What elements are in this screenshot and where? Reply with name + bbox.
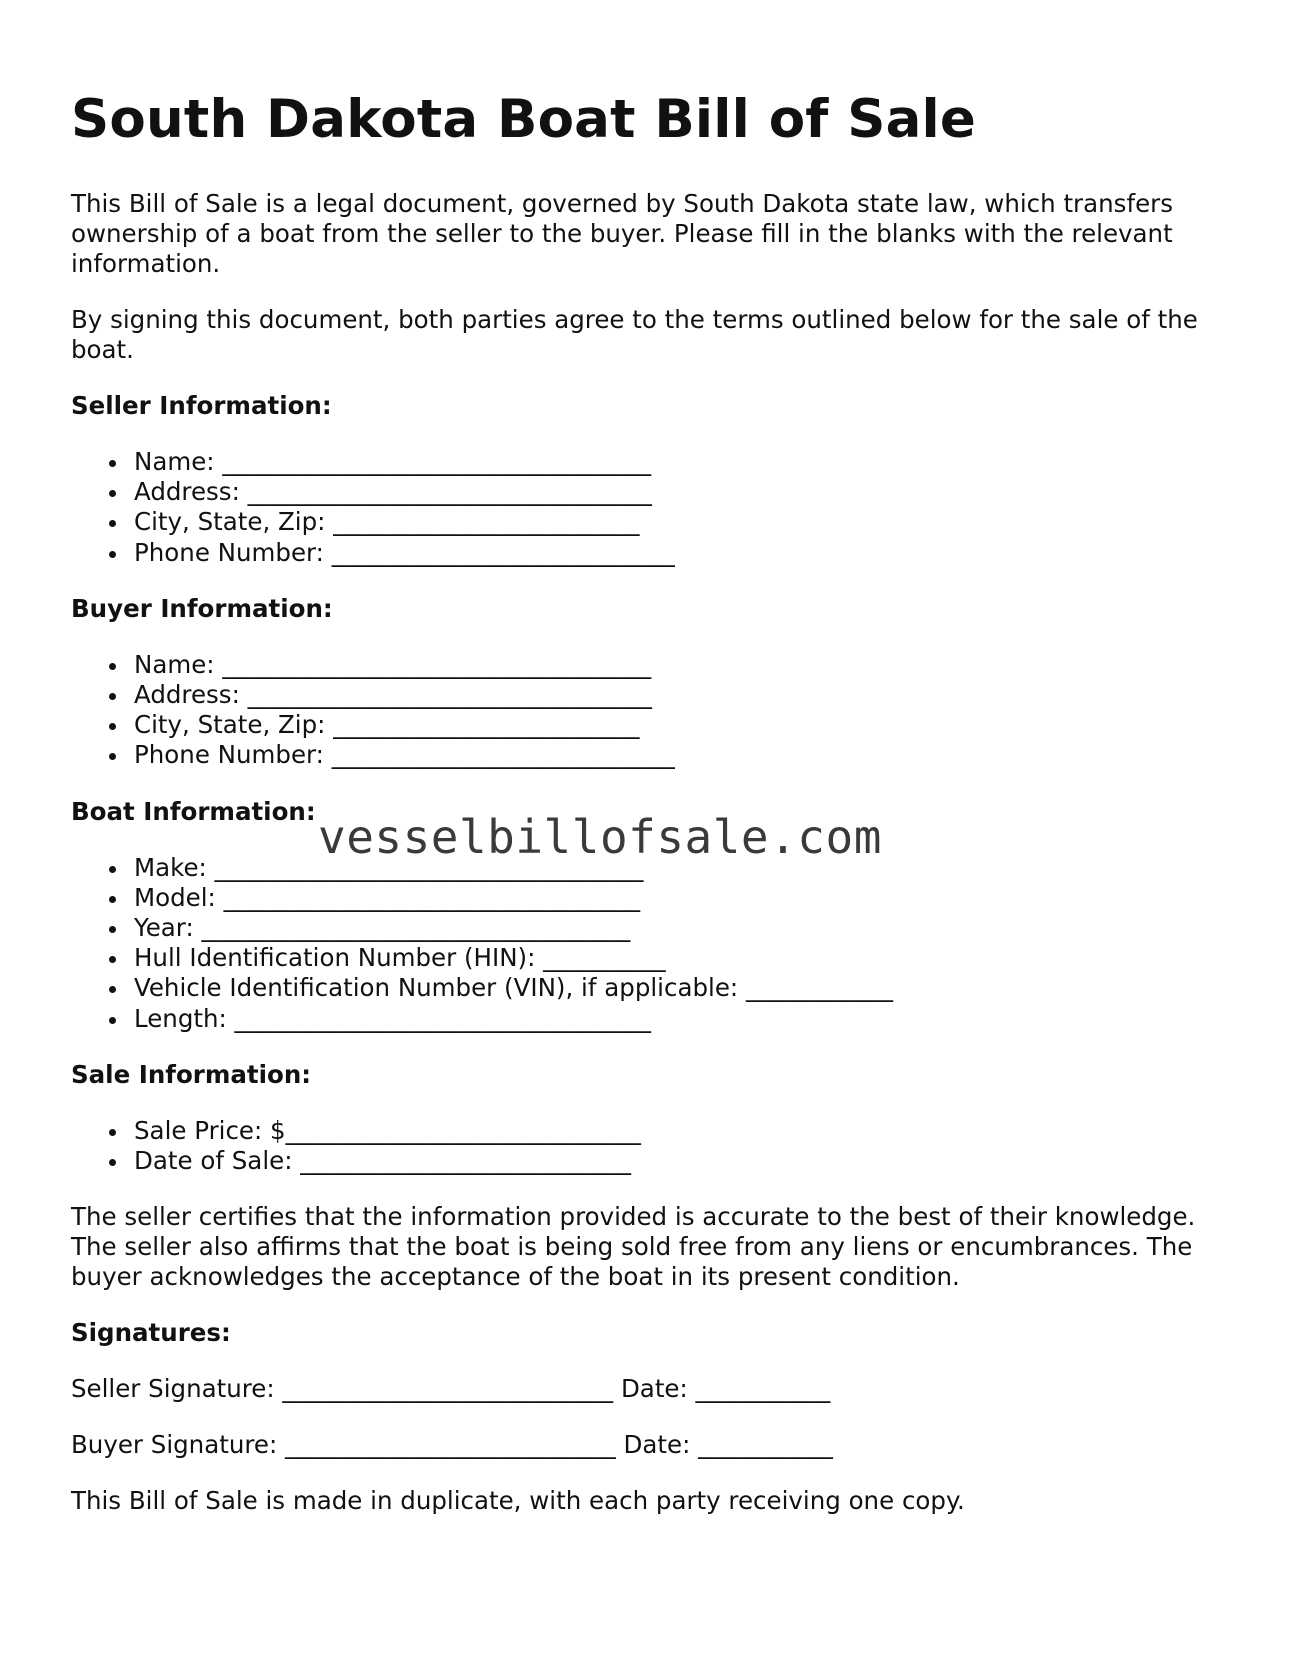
boat-vin-field: Vehicle Identification Number (VIN), if applicable: ____________ <box>134 973 1221 1003</box>
document-title: South Dakota Boat Bill of Sale <box>71 89 977 150</box>
sale-price-field: Sale Price: $_____________________________ <box>134 1116 1221 1146</box>
seller-heading: Seller Information: <box>71 391 332 420</box>
seller-address-field: Address: _________________________________ <box>134 477 1221 507</box>
buyer-city-field: City, State, Zip: _________________________ <box>134 710 1221 740</box>
buyer-list <box>71 650 1221 771</box>
signatures-heading: Signatures: <box>71 1318 231 1348</box>
seller-city-field: City, State, Zip: _________________________ <box>134 507 1221 537</box>
buyer-signature-line: Buyer Signature: ___________________________ Date: ___________ <box>71 1430 833 1460</box>
buyer-address-field: Address: _________________________________ <box>134 680 1221 710</box>
sale-date-field: Date of Sale: ___________________________ <box>134 1146 1221 1176</box>
boat-model-field: Model: __________________________________ <box>134 883 1221 913</box>
seller-name-field: Name: ___________________________________ <box>134 447 1221 477</box>
boat-hin-field: Hull Identification Number (HIN): __________ <box>134 943 1221 973</box>
certification-paragraph: The seller certifies that the information provided is accurate to the best of their knowledge. The seller also affirms that the boat is being sold free from any liens or encumbrances. The buyer acknowledges the acceptance of the boat in its present condition. <box>71 1202 1196 1292</box>
sale-list <box>71 1116 1221 1176</box>
boat-length-field: Length: __________________________________ <box>134 1004 1221 1034</box>
buyer-heading: Buyer Information: <box>71 593 333 623</box>
seller-signature-line: Seller Signature: ___________________________ Date: ___________ <box>71 1374 831 1404</box>
watermark-text: vesselbillofsale.com <box>318 810 882 864</box>
boat-year-field: Year: ___________________________________ <box>134 913 1221 943</box>
boat-make-field: Make: ___________________________________ <box>134 853 1221 883</box>
buyer-name-field: Name: ___________________________________ <box>134 650 1221 680</box>
seller-phone-field: Phone Number: ____________________________ <box>134 538 1221 568</box>
seller-list <box>71 447 1221 568</box>
closing-paragraph: This Bill of Sale is made in duplicate, with each party receiving one copy. <box>71 1486 965 1516</box>
intro-paragraph: This Bill of Sale is a legal document, governed by South Dakota state law, which transfers ownership of a boat from the seller to the buyer. Please fill in the blanks with the relevant information. <box>71 189 1173 278</box>
sale-heading: Sale Information: <box>71 1059 312 1089</box>
boat-heading: Boat Information: <box>71 796 316 826</box>
buyer-phone-field: Phone Number: ____________________________ <box>134 740 1221 770</box>
agreement-paragraph: By signing this document, both parties agree to the terms outlined below for the sale of the boat. <box>71 305 1198 364</box>
boat-list <box>71 853 1221 1034</box>
